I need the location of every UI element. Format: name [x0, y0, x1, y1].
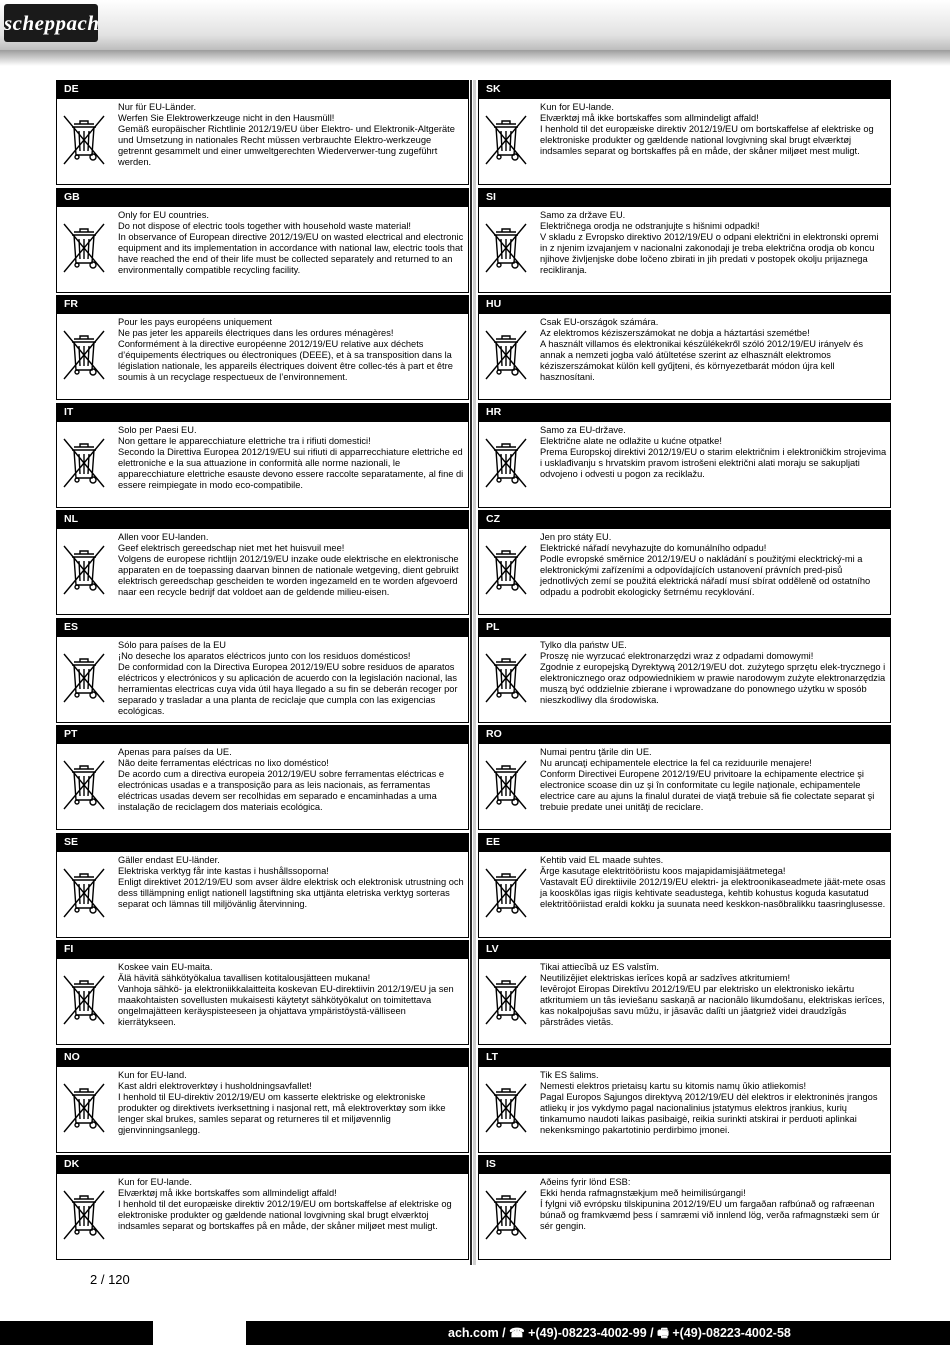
section-lt: [478, 1048, 891, 1156]
section-code: IT: [56, 403, 469, 421]
crossed-bin-icon: [60, 542, 108, 598]
header-shadow: [0, 50, 950, 66]
crossed-bin-icon: [482, 220, 530, 276]
crossed-bin-icon: [482, 972, 530, 1028]
section-text: Samo za EU-države. Električne alate ne odlažite u kućne otpatke! Prema Europskoj direktivi 2012/19/EU o starim električnim i elektroničkim strojevima i usklađivanju s hrvatskim pravom istrošeni električni alati moraju se sakupljati odvojeno i odvesti u pogon za reciklažu.: [540, 424, 887, 479]
section-body: [478, 98, 891, 185]
section-text: Tikai attiecībā uz ES valstīm. Neutilizējiet elektriskas ierīces kopā ar sadzīves atkritumiem! Ievērojot Eiropas Direktīvu 2012/19/EU par elektrisko un elektronisko iekārtu atkritumiem un tās ieviešanu saskaņā ar nacionālo likumdošanu, elektriskas ierīces, kas nokalpojušas savu mūžu, ir jāsavāc dalīti un jāatgriež videi draudzīgās pārstrādes vietās.: [540, 962, 885, 1028]
section-se: [56, 833, 469, 941]
section-code: LV: [478, 940, 891, 958]
section-lv: [478, 940, 891, 1048]
section-code: NO: [56, 1048, 469, 1066]
crossed-bin-icon: [60, 865, 108, 921]
section-code: FI: [56, 940, 469, 958]
section-text: Koskee vain EU-maita. Älä hävitä sähkötyökalua tavallisen kotitalousjätteen mukana! Vanhoja sähkö- ja elektroniikkalaitteita koskevan EU-direktiivin 2012/19/EU ja sen maakohtaisten sovellusten mukaisesti käytetyt sähkötyökalut on toimitettava ongelmajätteen keräyspisteeseen ja ohjattava ympäristöystä-välliseen kierrätykseen.: [118, 962, 454, 1028]
section-pl: [478, 618, 891, 726]
section-sk: [478, 80, 891, 188]
section-text: Samo za države EU. Električnega orodja ne odstranjujte s hišnimi odpadki! V skladu z Evropsko direktivo 2012/19/EU o odpani električni in elektronski opremi in z njenim izvajanjem v nacionalni zakonodaji je treba električna orodja ob koncu njihove življenjske dobe ločeno zbirati in jih predati v postopek okolju prijaznega recikliranja.: [540, 209, 879, 275]
crossed-bin-icon: [482, 327, 530, 383]
section-code: CZ: [478, 510, 891, 528]
crossed-bin-icon: [60, 1080, 108, 1136]
section-code: PL: [478, 618, 891, 636]
section-code: LT: [478, 1048, 891, 1066]
section-body: [478, 958, 891, 1045]
crossed-bin-icon: [482, 112, 530, 168]
crossed-bin-icon: [60, 112, 108, 168]
section-code: SE: [56, 833, 469, 851]
section-text: Kun for EU-lande. Elværktøj må ikke bortskaffes som allmindeligt affald! I henhold til det europæiske direktiv 2012/19/EU om bortskaffelse af elektriske og elektroniske produkter og gældende national lovgivning skal brugt elværktøj indsamles separat og bortskaffes på en måde, der skåner miljøet mest muligt.: [540, 102, 874, 157]
crossed-bin-icon: [60, 220, 108, 276]
header-bar: [0, 0, 950, 50]
section-text: Apenas para países da UE. Não deite ferramentas eléctricas no lixo doméstico! De acordo cum a directiva europeia 2012/19/EU sobre ferramentas eléctricas e electrónicas usadas e a transposição para as leis nacionais, as ferramentas eléctricas usadas devem ser recolhidas em separado e encaminhadas a uma instalação de reciclagem dos materiais ecológica.: [118, 747, 445, 813]
crossed-bin-icon: [482, 865, 530, 921]
section-it: [56, 403, 469, 511]
section-text: Sólo para países de la EU ¡No deseche los aparatos eléctricos junto con los residuos domésticos! De conformidad con la Directiva Europea 2012/19/EU sobre residuos de aparatos eléctricos y electrónicos y su aplicación de acuerdo con la legislación nacional, las herramientas electricas cuya vida útil haya llegado a su fin se deberán recoger por separado y trasladar a una planta de reciclaje que cumpla con las exigencias ecológicas.: [118, 639, 458, 717]
section-fr: [56, 295, 469, 403]
section-es: [56, 618, 469, 726]
section-text: Allen voor EU-landen. Geef elektrisch gereedschap niet met het huisvuil mee! Volgens de europese richtlijn 2012/19/EU inzake oude elektrische en elektronische apparaten en de toepassing daarvan binnen de nationale wetgeving, dient gebruikt elektrisch gereedschap gescheiden te worden ingezameld en te worden afgevoerd naar een recycle bedrijf dat voldoet aan de geldende milieu-eisen.: [118, 532, 459, 598]
crossed-bin-icon: [60, 972, 108, 1028]
section-code: HR: [478, 403, 891, 421]
section-text: Tik ES šalims. Nemesti elektros prietaisų kartu su kitomis namų ūkio atliekomis! Pagal Europos Sąjungos direktyvą 2012/19/EU dėl elektros ir elektroninės įrangos atliekų ir jos vykdymo pagal nacionalinius įstatymus elektros įrankius, kurių tinkamumo naudoti laikas pasibaigė, reikia surinkti atskirai ir perduoti aplinkai nekenksmingo pakartotinio perdirbimo įmonei.: [540, 1069, 878, 1135]
crossed-bin-icon: [482, 1080, 530, 1136]
section-gb: [56, 188, 469, 296]
section-body: [478, 421, 891, 508]
section-body: [56, 851, 469, 938]
section-ee: [478, 833, 891, 941]
section-text: Jen pro státy EU. Elektrické nářadí nevyhazujte do komunálního odpadu! Podle evropské směrnice 2012/19/EU o nakládání s použitými elecktrický-mi a elektronickými zařízeními a odpovídajících ustanovení právních pred-pisů jednotlivých zemí se použitá elektrická nářadí musí sbírat odděleně od ostatního odpadu a podrobit ekologicky šetrnému recyklování.: [540, 532, 871, 598]
section-text: Kun for EU-land. Kast aldri elektroverktøy i husholdningsavfallet! I henhold til EU-direktiv 2012/19/EU om kasserte elektriske og elektroniske produkter og direktivets iverksettning i nasjonal rett, må elektroverktøy som ikke lenger skal brukes, samles separat og returneres til et miljøvennlig gjenvinningsanlegg.: [118, 1069, 446, 1135]
section-text: Nur für EU-Länder. Werfen Sie Elektrowerkzeuge nicht in den Hausmüll! Gemäß europäischer Richtlinie 2012/19/EU über Elektro- und Elektronik-Altgeräte und Umsetzung in nationales Recht müssen verbrauchte Elektro-werkzeuge getrennt gesammelt und einer umweltgerechten Wiederverwer-tung zugeführt werden.: [118, 102, 455, 168]
section-body: [56, 206, 469, 293]
section-ro: [478, 725, 891, 833]
section-fi: [56, 940, 469, 1048]
crossed-bin-icon: [60, 435, 108, 491]
crossed-bin-icon: [482, 1187, 530, 1243]
section-code: SK: [478, 80, 891, 98]
section-body: [56, 743, 469, 830]
section-nl: [56, 510, 469, 618]
section-is: [478, 1155, 891, 1263]
section-text: Csak EU-országok számára. Az elektromos kéziszerszámokat ne dobja a háztartási szemétbe! A használt villamos és elektronikai készülékekről szóló 2012/19/EU irányelv és annak a nemzeti jogba való átültetése szerint az elhasznált elektromos kéziszerszámokat külön kell gyűjteni, és környezetbarát módon újra kell hasznosítani.: [540, 317, 863, 383]
section-code: GB: [56, 188, 469, 206]
section-body: [478, 743, 891, 830]
section-text: Tylko dla państw UE. Proszę nie wyrzucać elektronarzędzi wraz z odpadami domowymi! Zgodnie z europejską Dyrektywą 2012/19/EU dot. zużytego sprzętu elek-trycznego i elektronicznego oraz odpowiednikiem w prawie narodowym zużyte elektronarzędzia muszą być oddzielnie zbierane i wprowadzane do ponownego użytku w sposób nieszkodliwy dla środowiska.: [540, 639, 886, 705]
section-body: [56, 528, 469, 615]
crossed-bin-icon: [482, 757, 530, 813]
crossed-bin-icon: [60, 1187, 108, 1243]
crossed-bin-icon: [482, 650, 530, 706]
section-pt: [56, 725, 469, 833]
crossed-bin-icon: [60, 327, 108, 383]
section-code: RO: [478, 725, 891, 743]
section-code: EE: [478, 833, 891, 851]
section-de: [56, 80, 469, 188]
section-body: [56, 98, 469, 185]
section-body: [478, 313, 891, 400]
section-body: [56, 1173, 469, 1260]
section-si: [478, 188, 891, 296]
section-text: Aðeins fyrir lönd ESB: Ekki henda rafmagnstækjum með heimilisúrgangi! Í fylgni við evrópsku tilskipunina 2012/19/EU um fargaðan rafbúnað og rafræenan búnað og framkvæmd þess í samræmi við innlend lög, verða rafmagnstæki sem úr sér gengin.: [540, 1177, 880, 1232]
section-text: Kehtib vaid EL maade suhtes. Ärge kasutage elektritööriistu koos majapidamisjäätmetega! Vastavalt EÜ direktiivile 2012/19/EU elektri- ja elektroonikaseadmete jäät-mete osas ja kooskõlas igas riigis kehtivate seadustega, kehtib kohustus koguda kasutatud elektritööriistad eraldi kokku ja suunata need keskkon-nasõbralikku taasringlusesse.: [540, 854, 886, 909]
section-text: Kun for EU-lande. Elværktøj må ikke bortskaffes som allmindeligt affald! I henhold til det europæiske direktiv 2012/19/EU om bortskaffelse af elektriske og elektroniske produkter og gældende national lovgivning skal brugt elværktoj indsamles separat og bortskaffes på en måde, der skåner miljøet mest muligt.: [118, 1177, 452, 1232]
section-text: Pour les pays européens uniquement Ne pas jeter les appareils électriques dans les ordures ménagères! Conformément à la directive européenne 2012/19/EU relative aux déchets d’équipements électriques ou électroniques (DEEE), et à sa transposition dans la législation nationale, les appareils électriques doivent être collec-tés à part et être soumis à un recyclage respectueux de l’environnement.: [118, 317, 453, 383]
section-code: DK: [56, 1155, 469, 1173]
section-text: Gäller endast EU-länder. Elektriska verktyg får inte kastas i hushållssoporna! Enligt direktivet 2012/19/EU som avser äldre elektrisk och elektronisk utrustning och dess tillämpning enligt nationell lagstiftning ska uttjänta eletriska verktyg sorteras separat och lämnas till miljövänlig återvinning.: [118, 854, 464, 909]
section-body: [478, 1173, 891, 1260]
footer-contact: ach.com / ☎ +(49)-08223-4002-99 / 🖷 +(49)-08223-4002-58: [448, 1326, 791, 1340]
section-body: [56, 958, 469, 1045]
column-divider: [470, 80, 472, 1265]
crossed-bin-icon: [482, 542, 530, 598]
section-text: Solo per Paesi EU. Non gettare le apparecchiature elettriche tra i rifiuti domestici! Secondo la Direttiva Europea 2012/19/EU sui rifiuti di apparrecchiature elettriche ed elettroniche e la sua attuazione in conformità alle norme nazionali, le apparecchiature elettriche esauste devono essere raccolte separatamente, al fine di essere reimpiegate in modo eco-compatibile.: [118, 424, 464, 490]
section-code: FR: [56, 295, 469, 313]
section-body: [478, 528, 891, 615]
section-body: [56, 313, 469, 400]
section-body: [56, 1066, 469, 1153]
section-code: IS: [478, 1155, 891, 1173]
section-hr: [478, 403, 891, 511]
brand-logo: scheppach: [4, 4, 98, 42]
section-code: ES: [56, 618, 469, 636]
page-number: 2 / 120: [90, 1272, 130, 1287]
section-body: [56, 636, 469, 723]
section-text: Numai pentru ţările din UE. Nu aruncaţi echipamentele electrice la fel ca reziduurile menajere! Conform Directivei Europene 2012/19/EU privitoare la echipamente electrice şi electronice scoase din uz şi în conformitate cu legile naţionale, echipamentele electrice care au ajuns la finalul duratei de viaţă trebuie să fie colectate separat şi trebuie predate unei unităţi de reciclare.: [540, 747, 875, 813]
section-no: [56, 1048, 469, 1156]
crossed-bin-icon: [482, 435, 530, 491]
section-cz: [478, 510, 891, 618]
section-code: HU: [478, 295, 891, 313]
section-code: NL: [56, 510, 469, 528]
section-body: [478, 206, 891, 293]
section-hu: [478, 295, 891, 403]
section-dk: [56, 1155, 469, 1263]
crossed-bin-icon: [60, 650, 108, 706]
section-body: [478, 636, 891, 723]
section-body: [56, 421, 469, 508]
section-text: Only for EU countries. Do not dispose of electric tools together with household waste material! In observance of European directive 2012/19/EU on wasted electrical and electronic equipment and its implementation in accordance with national law, electric tools that have reached the end of their life must be collected separately and returned to an environmentally compatible recycling facility.: [118, 209, 464, 275]
section-body: [478, 1066, 891, 1153]
section-code: SI: [478, 188, 891, 206]
section-body: [478, 851, 891, 938]
crossed-bin-icon: [60, 757, 108, 813]
footer-white-block: [153, 1321, 246, 1345]
section-code: DE: [56, 80, 469, 98]
column-divider-shadow: [473, 80, 476, 1265]
section-code: PT: [56, 725, 469, 743]
